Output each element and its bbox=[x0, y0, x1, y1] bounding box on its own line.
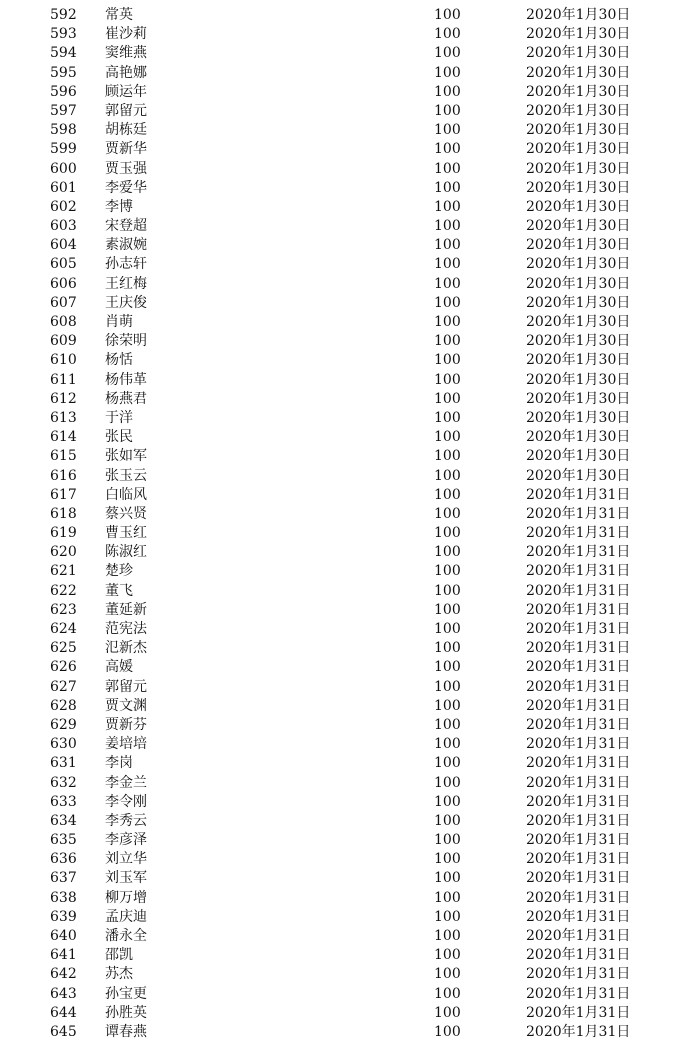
row-name: 高艳娜 bbox=[105, 64, 147, 81]
table-row bbox=[0, 869, 700, 888]
row-name: 贾文渊 bbox=[105, 697, 147, 714]
row-number: 622 bbox=[50, 582, 77, 599]
row-amount: 100 bbox=[434, 429, 461, 446]
row-date: 2020年1月30日 bbox=[526, 160, 631, 177]
row-number: 644 bbox=[50, 1004, 77, 1021]
row-amount: 100 bbox=[434, 141, 461, 158]
row-date: 2020年1月31日 bbox=[526, 486, 631, 503]
row-number: 624 bbox=[50, 621, 77, 637]
table-row bbox=[0, 774, 700, 793]
row-date: 2020年1月30日 bbox=[526, 256, 631, 273]
row-name: 苏杰 bbox=[105, 966, 133, 983]
table-row bbox=[0, 965, 700, 984]
row-amount: 100 bbox=[434, 582, 461, 599]
row-name: 张玉云 bbox=[105, 467, 147, 484]
row-date: 2020年1月30日 bbox=[526, 26, 631, 43]
row-date: 2020年1月30日 bbox=[526, 294, 631, 311]
row-name: 董延新 bbox=[105, 601, 147, 618]
row-number: 615 bbox=[50, 448, 77, 465]
row-amount: 100 bbox=[434, 505, 461, 522]
row-number: 609 bbox=[50, 333, 77, 350]
table-row bbox=[0, 6, 700, 25]
row-amount: 100 bbox=[434, 352, 461, 369]
row-date: 2020年1月31日 bbox=[526, 544, 631, 561]
row-name: 陈淑红 bbox=[105, 544, 147, 561]
row-number: 594 bbox=[50, 45, 77, 62]
table-row bbox=[0, 102, 700, 121]
row-name: 杨恬 bbox=[105, 352, 133, 369]
row-date: 2020年1月30日 bbox=[526, 179, 631, 196]
row-date: 2020年1月31日 bbox=[526, 908, 631, 925]
row-amount: 100 bbox=[434, 525, 461, 542]
row-amount: 100 bbox=[434, 218, 461, 235]
row-name: 王红梅 bbox=[105, 275, 147, 292]
row-name: 于洋 bbox=[105, 409, 133, 426]
row-name: 李爱华 bbox=[105, 179, 147, 196]
row-date: 2020年1月31日 bbox=[526, 601, 631, 618]
row-amount: 100 bbox=[434, 26, 461, 43]
table-row bbox=[0, 236, 700, 255]
row-amount: 100 bbox=[434, 659, 461, 676]
row-amount: 100 bbox=[434, 256, 461, 273]
row-date: 2020年1月30日 bbox=[526, 83, 631, 100]
row-name: 郭留元 bbox=[105, 678, 147, 695]
row-number: 635 bbox=[50, 832, 77, 849]
row-date: 2020年1月30日 bbox=[526, 409, 631, 426]
row-name: 素淑婉 bbox=[105, 237, 147, 254]
row-name: 肖萌 bbox=[105, 314, 133, 330]
table-row bbox=[0, 850, 700, 869]
row-date: 2020年1月31日 bbox=[526, 697, 631, 714]
row-amount: 100 bbox=[434, 371, 461, 388]
row-number: 627 bbox=[50, 678, 77, 695]
row-amount: 100 bbox=[434, 409, 461, 426]
row-date: 2020年1月31日 bbox=[526, 947, 631, 964]
row-number: 618 bbox=[50, 505, 77, 522]
row-number: 621 bbox=[50, 563, 77, 580]
row-name: 董飞 bbox=[105, 582, 133, 599]
table-row bbox=[0, 793, 700, 812]
row-amount: 100 bbox=[434, 966, 461, 983]
row-date: 2020年1月31日 bbox=[526, 851, 631, 868]
row-amount: 100 bbox=[434, 793, 461, 810]
row-number: 638 bbox=[50, 889, 77, 906]
row-amount: 100 bbox=[434, 160, 461, 177]
row-number: 599 bbox=[50, 141, 77, 158]
row-amount: 100 bbox=[434, 889, 461, 906]
row-date: 2020年1月31日 bbox=[526, 678, 631, 695]
row-name: 徐荣明 bbox=[105, 333, 147, 350]
row-date: 2020年1月31日 bbox=[526, 659, 631, 676]
row-name: 蔡兴贤 bbox=[105, 505, 147, 522]
row-name: 楚珍 bbox=[105, 563, 133, 580]
row-number: 620 bbox=[50, 544, 77, 561]
table-row bbox=[0, 716, 700, 735]
row-number: 605 bbox=[50, 256, 77, 273]
row-name: 邵凯 bbox=[105, 947, 133, 964]
row-date: 2020年1月30日 bbox=[526, 333, 631, 350]
row-number: 639 bbox=[50, 908, 77, 925]
row-number: 632 bbox=[50, 774, 77, 791]
row-name: 贾新华 bbox=[105, 141, 147, 158]
table-row bbox=[0, 447, 700, 466]
row-number: 642 bbox=[50, 966, 77, 983]
row-name: 氾新杰 bbox=[105, 640, 147, 657]
row-number: 598 bbox=[50, 122, 77, 139]
table-row bbox=[0, 198, 700, 217]
row-amount: 100 bbox=[434, 1023, 461, 1040]
row-date: 2020年1月30日 bbox=[526, 122, 631, 139]
row-date: 2020年1月31日 bbox=[526, 985, 631, 1002]
table-row bbox=[0, 1004, 700, 1023]
row-name: 胡栋廷 bbox=[105, 122, 147, 139]
row-number: 596 bbox=[50, 83, 77, 100]
row-date: 2020年1月30日 bbox=[526, 429, 631, 446]
table-row bbox=[0, 524, 700, 543]
row-date: 2020年1月30日 bbox=[526, 390, 631, 407]
row-amount: 100 bbox=[434, 314, 461, 330]
row-name: 王庆俊 bbox=[105, 294, 147, 311]
row-name: 孙宝更 bbox=[105, 985, 147, 1002]
row-number: 636 bbox=[50, 851, 77, 868]
row-name: 张如军 bbox=[105, 448, 147, 465]
row-number: 625 bbox=[50, 640, 77, 657]
row-amount: 100 bbox=[434, 198, 461, 215]
row-date: 2020年1月30日 bbox=[526, 352, 631, 369]
row-name: 柳万增 bbox=[105, 889, 147, 906]
row-number: 641 bbox=[50, 947, 77, 964]
table-row bbox=[0, 25, 700, 44]
row-date: 2020年1月30日 bbox=[526, 198, 631, 215]
row-date: 2020年1月31日 bbox=[526, 889, 631, 906]
row-number: 637 bbox=[50, 870, 77, 887]
table-row bbox=[0, 908, 700, 927]
row-number: 643 bbox=[50, 985, 77, 1002]
table-row bbox=[0, 582, 700, 601]
row-number: 617 bbox=[50, 486, 77, 503]
row-amount: 100 bbox=[434, 467, 461, 484]
row-name: 窦维燕 bbox=[105, 45, 147, 62]
row-date: 2020年1月31日 bbox=[526, 1004, 631, 1021]
row-date: 2020年1月31日 bbox=[526, 1023, 631, 1040]
table-row bbox=[0, 390, 700, 409]
table-row bbox=[0, 946, 700, 965]
row-name: 李令刚 bbox=[105, 793, 147, 810]
table-row bbox=[0, 332, 700, 351]
row-name: 谭春燕 bbox=[105, 1023, 147, 1040]
row-date: 2020年1月30日 bbox=[526, 467, 631, 484]
table-row bbox=[0, 889, 700, 908]
row-amount: 100 bbox=[434, 985, 461, 1002]
row-amount: 100 bbox=[434, 64, 461, 81]
table-row bbox=[0, 735, 700, 754]
row-amount: 100 bbox=[434, 1004, 461, 1021]
row-name: 常英 bbox=[105, 7, 133, 23]
row-date: 2020年1月31日 bbox=[526, 793, 631, 810]
row-number: 601 bbox=[50, 179, 77, 196]
row-amount: 100 bbox=[434, 486, 461, 503]
row-date: 2020年1月30日 bbox=[526, 448, 631, 465]
row-name: 杨燕君 bbox=[105, 390, 147, 407]
table-row bbox=[0, 505, 700, 524]
row-date: 2020年1月31日 bbox=[526, 812, 631, 829]
row-amount: 100 bbox=[434, 390, 461, 407]
row-number: 611 bbox=[50, 371, 77, 388]
table-row bbox=[0, 754, 700, 773]
row-number: 595 bbox=[50, 64, 77, 81]
row-name: 刘玉军 bbox=[105, 870, 147, 887]
row-number: 626 bbox=[50, 659, 77, 676]
row-amount: 100 bbox=[434, 275, 461, 292]
row-date: 2020年1月31日 bbox=[526, 774, 631, 791]
row-number: 604 bbox=[50, 237, 77, 254]
row-number: 612 bbox=[50, 390, 77, 407]
row-number: 613 bbox=[50, 409, 77, 426]
row-amount: 100 bbox=[434, 755, 461, 772]
table-row bbox=[0, 601, 700, 620]
table-row bbox=[0, 543, 700, 562]
row-amount: 100 bbox=[434, 122, 461, 139]
row-number: 607 bbox=[50, 294, 77, 311]
table-row bbox=[0, 351, 700, 370]
table-row bbox=[0, 697, 700, 716]
row-date: 2020年1月31日 bbox=[526, 870, 631, 887]
row-name: 宋登超 bbox=[105, 218, 147, 235]
row-date: 2020年1月30日 bbox=[526, 314, 631, 330]
row-number: 623 bbox=[50, 601, 77, 618]
row-name: 李金兰 bbox=[105, 774, 147, 791]
row-name: 李博 bbox=[105, 198, 133, 215]
row-date: 2020年1月30日 bbox=[526, 45, 631, 62]
row-number: 640 bbox=[50, 928, 77, 944]
row-amount: 100 bbox=[434, 908, 461, 925]
row-number: 616 bbox=[50, 467, 77, 484]
row-name: 曹玉红 bbox=[105, 525, 147, 542]
row-date: 2020年1月31日 bbox=[526, 505, 631, 522]
table-row bbox=[0, 467, 700, 486]
row-amount: 100 bbox=[434, 621, 461, 637]
row-name: 潘永全 bbox=[105, 928, 147, 944]
row-name: 李岗 bbox=[105, 755, 133, 772]
row-amount: 100 bbox=[434, 928, 461, 944]
row-amount: 100 bbox=[434, 448, 461, 465]
row-date: 2020年1月30日 bbox=[526, 371, 631, 388]
row-date: 2020年1月30日 bbox=[526, 64, 631, 81]
row-name: 张民 bbox=[105, 429, 133, 446]
row-amount: 100 bbox=[434, 736, 461, 753]
row-amount: 100 bbox=[434, 333, 461, 350]
row-amount: 100 bbox=[434, 179, 461, 196]
row-date: 2020年1月31日 bbox=[526, 716, 631, 733]
row-date: 2020年1月31日 bbox=[526, 525, 631, 542]
row-date: 2020年1月31日 bbox=[526, 966, 631, 983]
row-name: 孟庆迪 bbox=[105, 908, 147, 925]
table-row bbox=[0, 83, 700, 102]
row-number: 597 bbox=[50, 102, 77, 119]
row-name: 郭留元 bbox=[105, 102, 147, 119]
table-row bbox=[0, 275, 700, 294]
row-amount: 100 bbox=[434, 601, 461, 618]
table-row bbox=[0, 927, 700, 946]
row-name: 崔沙莉 bbox=[105, 26, 147, 43]
row-amount: 100 bbox=[434, 83, 461, 100]
table-row bbox=[0, 678, 700, 697]
row-number: 610 bbox=[50, 352, 77, 369]
row-amount: 100 bbox=[434, 45, 461, 62]
row-name: 李秀云 bbox=[105, 812, 147, 829]
row-date: 2020年1月30日 bbox=[526, 141, 631, 158]
table-row bbox=[0, 562, 700, 581]
row-name: 孙胜英 bbox=[105, 1004, 147, 1021]
row-number: 606 bbox=[50, 275, 77, 292]
row-date: 2020年1月30日 bbox=[526, 237, 631, 254]
row-name: 顾运年 bbox=[105, 83, 147, 100]
row-number: 593 bbox=[50, 26, 77, 43]
row-number: 602 bbox=[50, 198, 77, 215]
row-name: 刘立华 bbox=[105, 851, 147, 868]
table-row bbox=[0, 140, 700, 159]
table-row bbox=[0, 1023, 700, 1042]
row-name: 姜培培 bbox=[105, 736, 147, 753]
table-row bbox=[0, 639, 700, 658]
row-number: 633 bbox=[50, 793, 77, 810]
table-row bbox=[0, 160, 700, 179]
row-number: 645 bbox=[50, 1023, 77, 1040]
row-amount: 100 bbox=[434, 237, 461, 254]
row-amount: 100 bbox=[434, 832, 461, 849]
table-row bbox=[0, 831, 700, 850]
row-date: 2020年1月31日 bbox=[526, 736, 631, 753]
table-row bbox=[0, 658, 700, 677]
table-row bbox=[0, 255, 700, 274]
row-name: 白临风 bbox=[105, 486, 147, 503]
row-amount: 100 bbox=[434, 544, 461, 561]
row-amount: 100 bbox=[434, 697, 461, 714]
row-amount: 100 bbox=[434, 947, 461, 964]
table-row bbox=[0, 409, 700, 428]
table-row bbox=[0, 985, 700, 1004]
row-date: 2020年1月30日 bbox=[526, 102, 631, 119]
row-amount: 100 bbox=[434, 7, 461, 23]
row-amount: 100 bbox=[434, 294, 461, 311]
row-amount: 100 bbox=[434, 851, 461, 868]
table-row bbox=[0, 486, 700, 505]
row-name: 李彦泽 bbox=[105, 832, 147, 849]
donation-table bbox=[0, 6, 700, 1042]
table-row bbox=[0, 294, 700, 313]
table-row bbox=[0, 179, 700, 198]
row-name: 孙志轩 bbox=[105, 256, 147, 273]
row-date: 2020年1月30日 bbox=[526, 7, 631, 23]
table-row bbox=[0, 371, 700, 390]
row-number: 630 bbox=[50, 736, 77, 753]
row-number: 608 bbox=[50, 314, 77, 330]
row-date: 2020年1月31日 bbox=[526, 640, 631, 657]
row-amount: 100 bbox=[434, 812, 461, 829]
table-row bbox=[0, 44, 700, 63]
row-date: 2020年1月30日 bbox=[526, 275, 631, 292]
row-name: 贾新芬 bbox=[105, 716, 147, 733]
row-number: 614 bbox=[50, 429, 77, 446]
row-amount: 100 bbox=[434, 678, 461, 695]
row-number: 628 bbox=[50, 697, 77, 714]
row-date: 2020年1月31日 bbox=[526, 582, 631, 599]
row-number: 600 bbox=[50, 160, 77, 177]
row-name: 高媛 bbox=[105, 659, 133, 676]
row-name: 范宪法 bbox=[105, 621, 147, 637]
table-row bbox=[0, 121, 700, 140]
row-date: 2020年1月31日 bbox=[526, 621, 631, 637]
row-amount: 100 bbox=[434, 774, 461, 791]
row-name: 杨伟革 bbox=[105, 371, 147, 388]
row-name: 贾玉强 bbox=[105, 160, 147, 177]
row-date: 2020年1月31日 bbox=[526, 755, 631, 772]
row-amount: 100 bbox=[434, 640, 461, 657]
row-date: 2020年1月31日 bbox=[526, 928, 631, 944]
row-amount: 100 bbox=[434, 716, 461, 733]
row-number: 592 bbox=[50, 7, 77, 23]
row-number: 603 bbox=[50, 218, 77, 235]
table-row bbox=[0, 64, 700, 83]
row-date: 2020年1月31日 bbox=[526, 563, 631, 580]
row-date: 2020年1月31日 bbox=[526, 832, 631, 849]
table-row bbox=[0, 812, 700, 831]
row-number: 631 bbox=[50, 755, 77, 772]
row-number: 619 bbox=[50, 525, 77, 542]
row-amount: 100 bbox=[434, 563, 461, 580]
row-number: 634 bbox=[50, 812, 77, 829]
table-row bbox=[0, 217, 700, 236]
table-row bbox=[0, 620, 700, 639]
table-row bbox=[0, 428, 700, 447]
row-number: 629 bbox=[50, 716, 77, 733]
row-date: 2020年1月30日 bbox=[526, 218, 631, 235]
table-row bbox=[0, 313, 700, 332]
row-amount: 100 bbox=[434, 102, 461, 119]
row-amount: 100 bbox=[434, 870, 461, 887]
